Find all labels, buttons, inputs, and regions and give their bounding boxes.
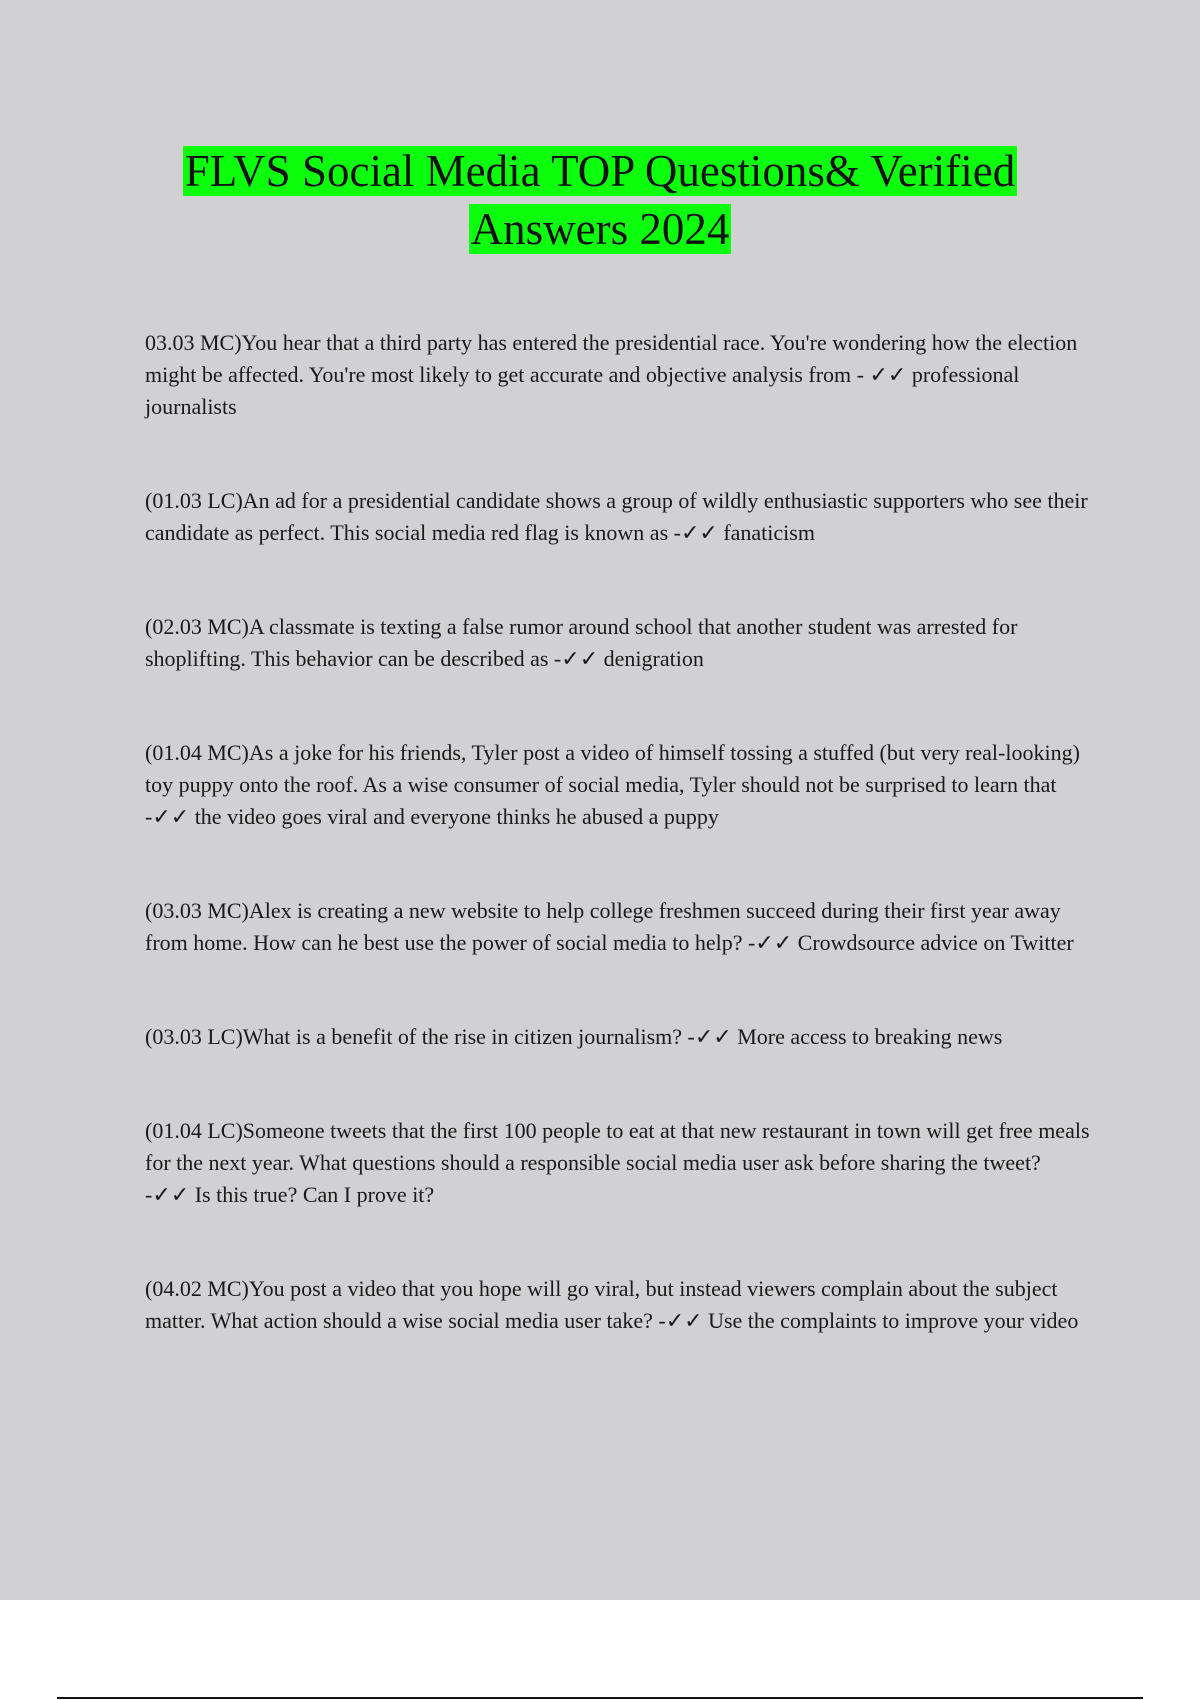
title-line-2: Answers 2024	[470, 204, 730, 254]
question-item: (03.03 LC)What is a benefit of the rise in citizen journalism? -✓✓ More access to breaking news	[145, 1024, 1003, 1049]
question-list	[145, 327, 1090, 1399]
question-item: (03.03 MC)Alex is creating a new website to help college freshmen succeed during their first year away from home. How can he best use the power of social media to help? -✓✓ Crowdsource advice on Twitter	[145, 898, 1074, 955]
question-item: (04.02 MC)You post a video that you hope will go viral, but instead viewers complain about the subject matter. What action should a wise social media user take? -✓✓ Use the complaints to improve your video	[145, 1276, 1079, 1333]
title-line-1: FLVS Social Media TOP Questions& Verified	[184, 146, 1016, 196]
question-item: (01.04 LC)Someone tweets that the first 100 people to eat at that new restaurant in town will get free meals for the next year. What questions should a responsible social media user ask before sharing the tweet? -✓✓ Is this true? Can I prove it?	[145, 1118, 1090, 1207]
question-item: (02.03 MC)A classmate is texting a false rumor around school that another student was arrested for shoplifting. This behavior can be described as -✓✓ denigration	[145, 614, 1018, 671]
question-item: (01.04 MC)As a joke for his friends, Tyler post a video of himself tossing a stuffed (but very real-looking) toy puppy onto the roof. As a wise consumer of social media, Tyler should not be surprised to learn that -✓✓ the video goes viral and everyone thinks he abused a puppy	[145, 740, 1080, 829]
page-title	[0, 142, 1200, 258]
footer-divider	[57, 1697, 1143, 1699]
question-item: 03.03 MC)You hear that a third party has entered the presidential race. You're wondering how the election might be affected. You're most likely to get accurate and objective analysis from - ✓✓ professional journalists	[145, 330, 1078, 419]
question-item: (01.03 LC)An ad for a presidential candidate shows a group of wildly enthusiastic supporters who see their candidate as perfect. This social media red flag is known as -✓✓ fanaticism	[145, 488, 1088, 545]
